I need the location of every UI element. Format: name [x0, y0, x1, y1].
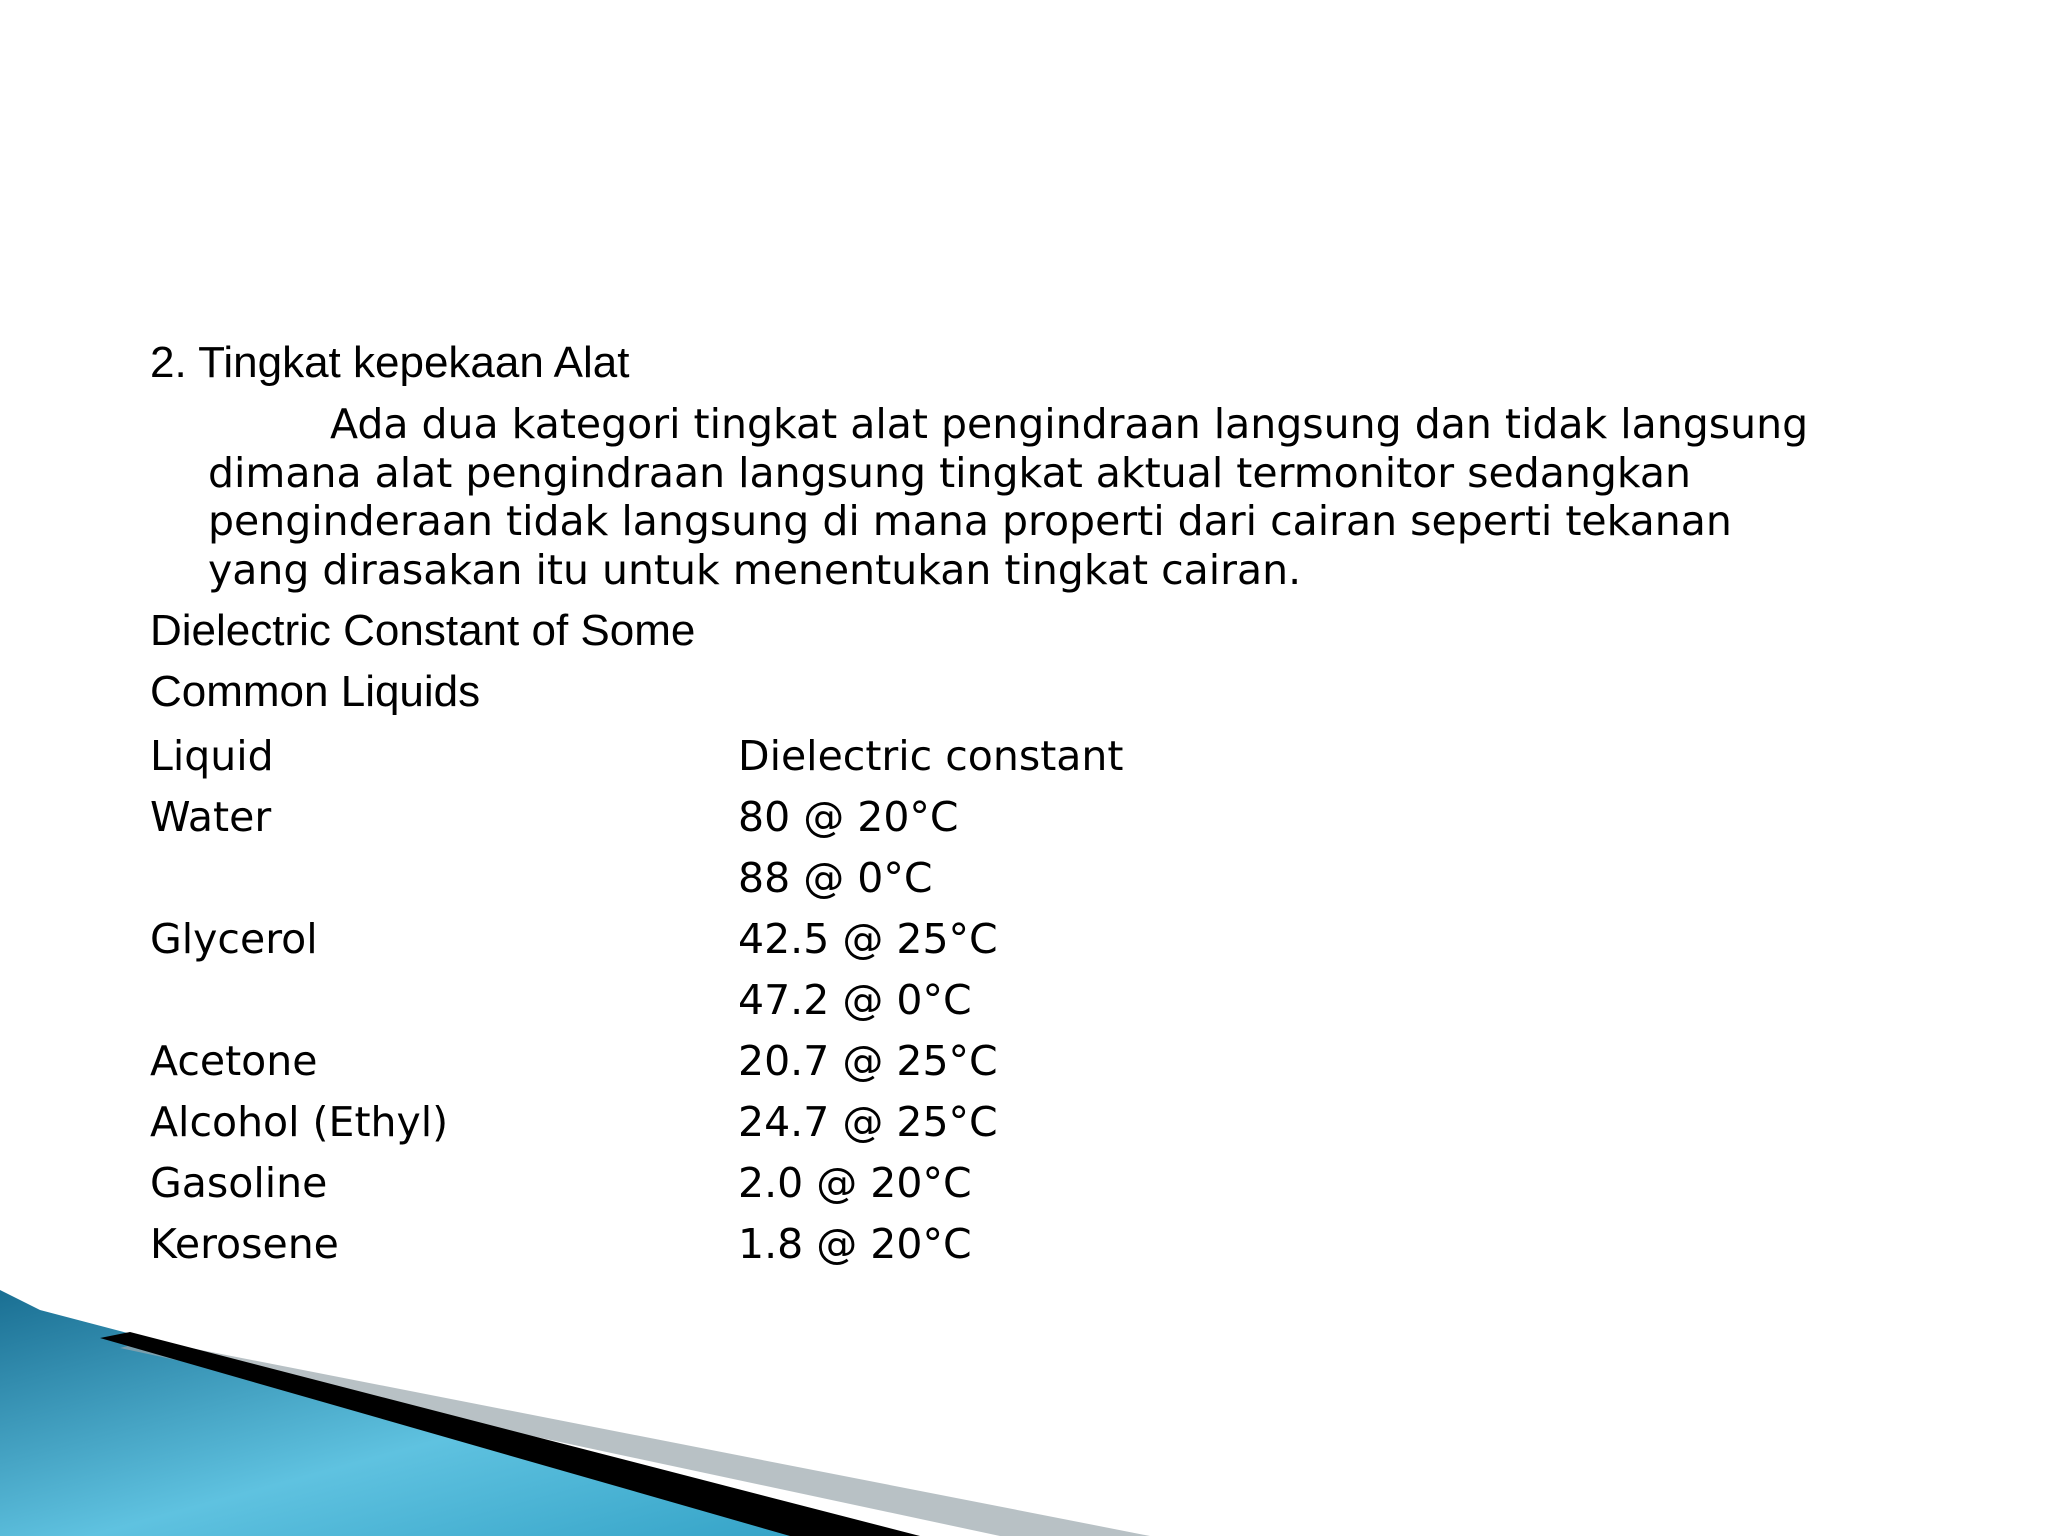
table-row: [150, 909, 1250, 970]
paragraph-line: yang dirasakan itu untuk menentukan tingkat cairan.: [208, 545, 1302, 594]
paragraph-line: dimana alat pengindraan langsung tingkat aktual termonitor sedangkan: [208, 448, 1692, 497]
section-paragraph: [208, 400, 1968, 594]
column-header-dielectric-constant: Dielectric constant: [738, 732, 1124, 780]
liquid-cell: Alcohol (Ethyl): [150, 1098, 449, 1146]
table-row: [150, 1153, 1250, 1214]
section-heading: 2. Tingkat kepekaan Alat: [150, 338, 630, 387]
dielectric-value-cell: 80 @ 20°C: [738, 793, 959, 841]
table-row: [150, 1031, 1250, 1092]
table-row: [150, 970, 1250, 1031]
table-row: [150, 1092, 1250, 1153]
dielectric-value-cell: 24.7 @ 25°C: [738, 1098, 998, 1146]
liquid-cell: Gasoline: [150, 1159, 328, 1207]
column-header-liquid: Liquid: [150, 732, 274, 780]
dielectric-value-cell: 20.7 @ 25°C: [738, 1037, 998, 1085]
dielectric-value-cell: 2.0 @ 20°C: [738, 1159, 972, 1207]
dielectric-value-cell: 47.2 @ 0°C: [738, 976, 972, 1024]
paragraph-line: Ada dua kategori tingkat alat pengindraan langsung dan tidak langsung: [330, 400, 1809, 448]
table-row: [150, 787, 1250, 848]
liquid-cell: Acetone: [150, 1037, 318, 1085]
table-title-line-1: Dielectric Constant of Some: [150, 606, 696, 655]
dielectric-table: [150, 726, 1250, 1275]
liquid-cell: Glycerol: [150, 915, 318, 963]
dielectric-value-cell: 88 @ 0°C: [738, 854, 933, 902]
liquid-cell: Water: [150, 793, 272, 841]
table-title-line-2: Common Liquids: [150, 667, 481, 716]
table-row: [150, 848, 1250, 909]
table-header-row: [150, 726, 1250, 787]
dielectric-value-cell: 42.5 @ 25°C: [738, 915, 998, 963]
dielectric-value-cell: 1.8 @ 20°C: [738, 1220, 972, 1268]
decorative-wave-banner: [0, 1260, 2048, 1536]
liquid-cell: Kerosene: [150, 1220, 339, 1268]
paragraph-line: penginderaan tidak langsung di mana properti dari cairan seperti tekanan: [208, 497, 1732, 545]
